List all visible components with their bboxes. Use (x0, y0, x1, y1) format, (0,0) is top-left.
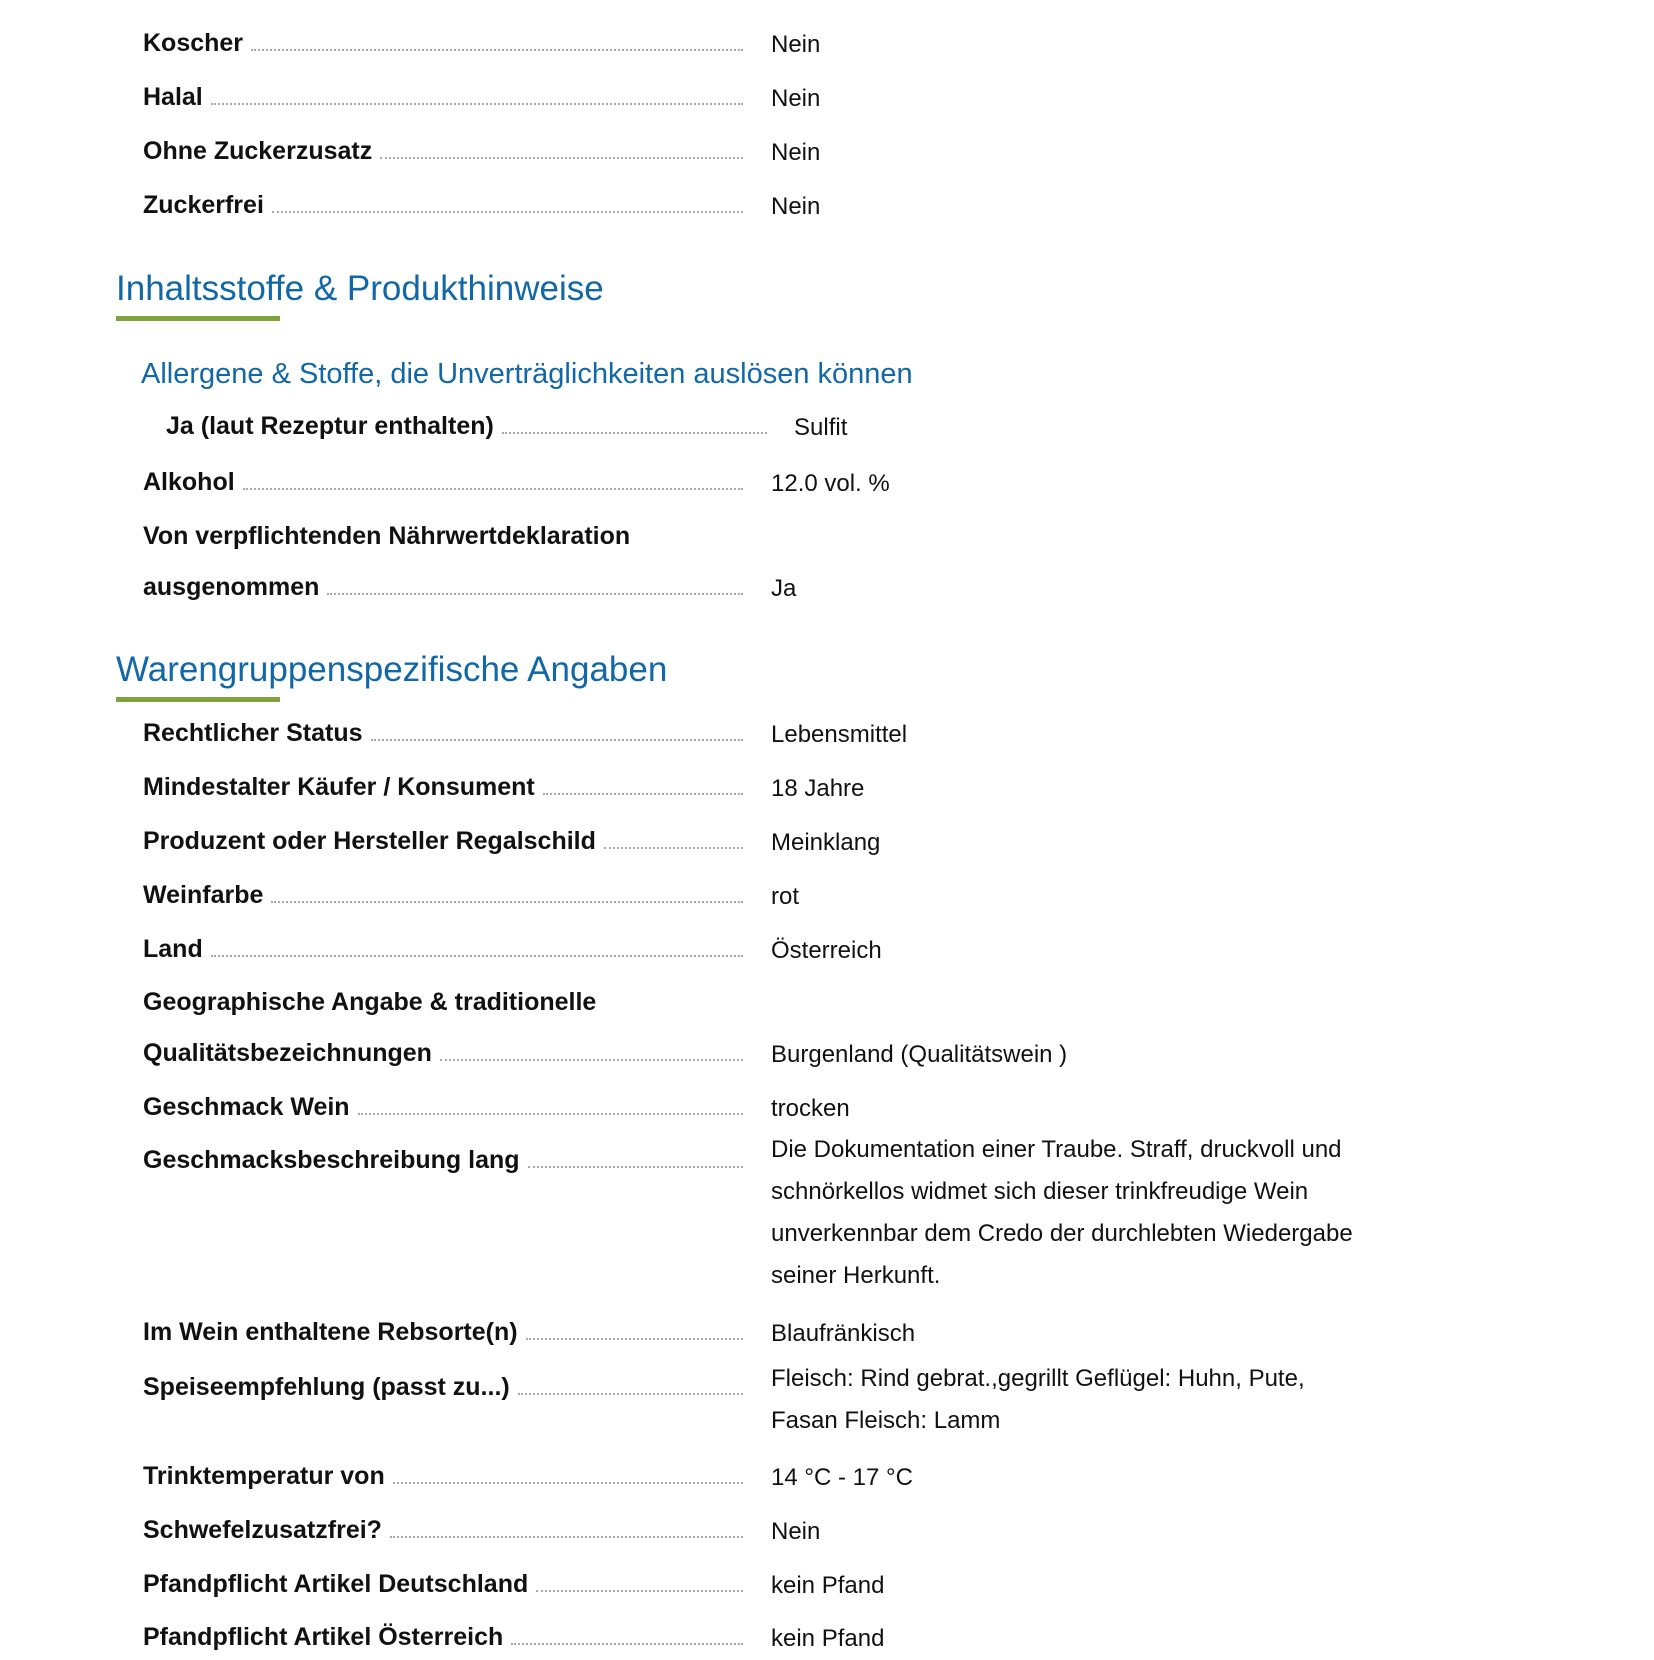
dot-leader (440, 1059, 743, 1061)
row-value: Nein (771, 139, 821, 166)
row-value: Österreich (771, 937, 882, 964)
dot-leader (528, 1166, 743, 1168)
row-value: Meinklang (771, 829, 881, 856)
dot-leader (211, 955, 743, 957)
dot-leader (251, 49, 743, 51)
row-value: trocken (771, 1095, 850, 1122)
row-value: Die Dokumentation einer Traube. Straff, druckvoll und schnörkellos widmet sich dieser trinkfreudige Wein unverkennbar dem Credo der durchlebten Wiedergabe seiner Herkunft. (771, 1136, 1353, 1289)
row-value: 18 Jahre (771, 775, 865, 802)
dot-leader (327, 593, 743, 595)
dot-leader (511, 1643, 743, 1645)
row-label-line2: ausgenommen (143, 573, 320, 601)
row-value: Blaufränkisch (771, 1320, 916, 1347)
heading-accent-bar (116, 316, 280, 321)
row-value: 14 °C - 17 °C (771, 1464, 913, 1491)
subsection-heading-allergene: Allergene & Stoffe, die Unverträglichkeiten auslösen können (141, 358, 913, 390)
dot-leader (272, 211, 743, 213)
row-value: Nein (771, 85, 821, 112)
row-value: 12.0 vol. % (771, 470, 890, 497)
row-label: Weinfarbe (143, 881, 264, 909)
row-label-line1: Von verpflichtenden Nährwertdeklaration (143, 522, 631, 550)
row-label: Ja (laut Rezeptur enthalten) (166, 412, 494, 440)
dot-leader (380, 157, 743, 159)
row-label: Pfandpflicht Artikel Österreich (143, 1623, 504, 1651)
dot-leader (526, 1338, 743, 1340)
dot-leader (393, 1482, 743, 1484)
row-label: Ohne Zuckerzusatz (143, 137, 373, 165)
row-value: Sulfit (794, 414, 848, 441)
row-label: Alkohol (143, 468, 235, 496)
dot-leader (243, 488, 743, 490)
dot-leader (536, 1590, 743, 1592)
row-label: Trinktemperatur von (143, 1462, 385, 1490)
section-heading-inhaltsstoffe: Inhaltsstoffe & Produkthinweise (116, 269, 604, 308)
row-label: Zuckerfrei (143, 191, 264, 219)
row-value: Nein (771, 31, 821, 58)
row-label-line1: Geographische Angabe & traditionelle (143, 988, 597, 1016)
row-label: Rechtlicher Status (143, 719, 363, 747)
row-label: Schwefelzusatzfrei? (143, 1516, 382, 1544)
dot-leader (518, 1393, 743, 1395)
row-value: Nein (771, 193, 821, 220)
row-label: Koscher (143, 29, 244, 57)
row-value: kein Pfand (771, 1625, 885, 1652)
row-label: Geschmacksbeschreibung lang (143, 1146, 520, 1174)
dot-leader (271, 901, 743, 903)
row-label: Mindestalter Käufer / Konsument (143, 773, 535, 801)
row-label-line2: Qualitätsbezeichnungen (143, 1039, 432, 1067)
row-label: Produzent oder Hersteller Regalschild (143, 827, 596, 855)
section-heading-warengruppen: Warengruppenspezifische Angaben (116, 650, 668, 689)
dot-leader (211, 103, 743, 105)
dot-leader (604, 847, 743, 849)
row-label: Geschmack Wein (143, 1093, 350, 1121)
row-value: Lebensmittel (771, 721, 908, 748)
row-value: rot (771, 883, 800, 910)
row-label: Halal (143, 83, 203, 111)
row-label: Land (143, 935, 203, 963)
dot-leader (358, 1113, 743, 1115)
row-value: Ja (771, 575, 797, 602)
row-label: Speiseempfehlung (passt zu...) (143, 1373, 510, 1401)
row-value: kein Pfand (771, 1572, 885, 1599)
dot-leader (543, 793, 743, 795)
row-value: Burgenland (Qualitätswein ) (771, 1041, 1068, 1068)
row-value: Fleisch: Rind gebrat.,gegrillt Geflügel: Huhn, Pute, Fasan Fleisch: Lamm (771, 1365, 1305, 1434)
row-label: Im Wein enthaltene Rebsorte(n) (143, 1318, 518, 1346)
row-value: Nein (771, 1518, 821, 1545)
heading-accent-bar (116, 697, 280, 702)
dot-leader (502, 432, 767, 434)
row-label: Pfandpflicht Artikel Deutschland (143, 1570, 529, 1598)
dot-leader (390, 1536, 743, 1538)
dot-leader (371, 739, 743, 741)
